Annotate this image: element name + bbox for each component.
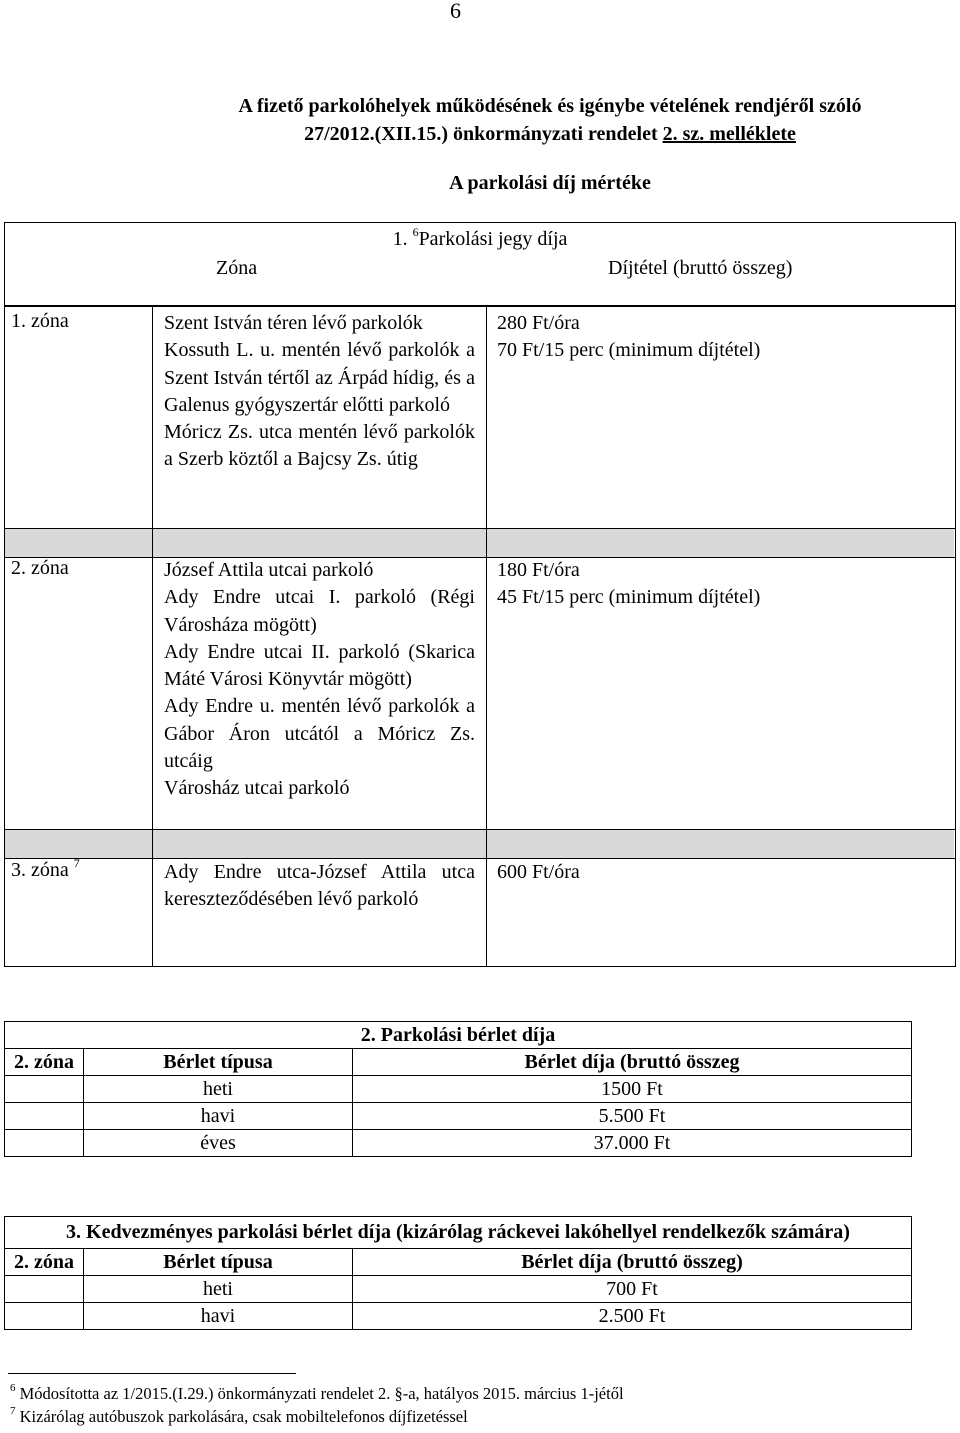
place-item: Ady Endre utcai I. parkoló (Régi Városháza mögött) — [164, 586, 475, 636]
pass-type: havi — [84, 1303, 353, 1330]
document-header — [140, 92, 960, 148]
pass-type: heti — [84, 1276, 353, 1303]
table-row — [5, 1076, 912, 1103]
place-item: Kossuth L. u. mentén lévő parkolók a Szent István tértől az Árpád hídig, és a Galenus gyógyszertár előtti parkoló — [164, 339, 475, 416]
col-fee-header: Bérlet díja (bruttó összeg) — [353, 1249, 912, 1276]
footnote-ref-6[interactable]: 6 — [412, 225, 419, 239]
col-zone-header: 2. zóna — [5, 1049, 84, 1076]
footnote-6: $^6$ Módosította az 1/2015.(I.29.) önkormányzati rendelet 2. §-a, hatályos 2015. március 1-jétől — [10, 1382, 624, 1403]
document-title: A parkolási díj mértéke — [449, 172, 651, 194]
zone-1-places — [164, 310, 475, 474]
place-item: Móricz Zs. utca mentén lévő parkolók a Szerb köztől a Bajcsy Zs. útig — [164, 421, 475, 471]
col-zone-header: 2. zóna — [5, 1249, 84, 1276]
pass-price: 5.500 Ft — [353, 1103, 912, 1130]
annex-link[interactable]: 2. sz. melléklete — [662, 123, 796, 145]
pass-type: éves — [84, 1130, 353, 1157]
footnote-separator — [8, 1373, 296, 1374]
zone-3-fee: 600 Ft/óra — [497, 861, 580, 883]
zone-2-fees — [497, 557, 760, 612]
zone-1-name: 1. zóna — [11, 310, 69, 332]
table-row — [5, 1103, 912, 1130]
header-line-2: 27/2012.(XII.15.) önkormányzati rendelet 2. sz. melléklete — [304, 123, 796, 145]
section2-title: 2. Parkolási bérlet díja — [5, 1022, 912, 1049]
zone-3-places: Ady Endre utca-József Attila utca kereszteződésében lévő parkoló — [164, 861, 475, 911]
col-fee-header: Bérlet díja (bruttó összeg — [353, 1049, 912, 1076]
fee-hourly: 280 Ft/óra — [497, 312, 580, 334]
pass-type: havi — [84, 1103, 353, 1130]
pass-price: 2.500 Ft — [353, 1303, 912, 1330]
section3-title: 3. Kedvezményes parkolási bérlet díja (kizárólag ráckevei lakóhellyel rendelkezők számára) — [5, 1217, 912, 1249]
discount-pass-table — [4, 1216, 912, 1330]
fee-minimum: 45 Ft/15 perc (minimum díjtétel) — [497, 586, 761, 609]
col-type-header: Bérlet típusa — [84, 1249, 353, 1276]
header-line-1: A fizető parkolóhelyek működésének és igénybe vételének rendjéről szóló — [238, 95, 862, 117]
table-row — [5, 1276, 912, 1303]
page-number: 6 — [450, 0, 461, 23]
place-item: Városház utcai parkoló — [164, 777, 350, 800]
pass-fee-table — [4, 1021, 912, 1157]
column-header-zone: Zóna — [216, 257, 258, 279]
zone-2-places — [164, 557, 475, 803]
footnote-7: $^7$ Kizárólag autóbuszok parkolására, csak mobiltelefonos díjfizetéssel — [10, 1405, 468, 1426]
fee-minimum: 70 Ft/15 perc (minimum díjtétel) — [497, 339, 761, 362]
zone-2-name: 2. zóna — [11, 557, 69, 579]
place-item: József Attila utcai parkoló — [164, 559, 374, 581]
footnote-ref-7[interactable]: 7 — [73, 856, 80, 870]
pass-price: 700 Ft — [353, 1276, 912, 1303]
place-item: Ady Endre utcai II. parkoló (Skarica Máté Városi Könyvtár mögött) — [164, 640, 475, 691]
pass-price: 37.000 Ft — [353, 1130, 912, 1157]
zone-1-fees — [497, 310, 760, 365]
place-item: Ady Endre u. mentén lévő parkolók a Gábor Áron utcától a Móricz Zs. utcáig — [164, 695, 475, 773]
table-row — [5, 1303, 912, 1330]
column-header-fee: Díjtétel (bruttó összeg) — [608, 257, 793, 279]
col-type-header: Bérlet típusa — [84, 1049, 353, 1076]
zone-3-name: 3. zóna $^7$ — [11, 856, 80, 881]
fee-hourly: 180 Ft/óra — [497, 559, 580, 581]
table-row — [5, 1130, 912, 1157]
pass-type: heti — [84, 1076, 353, 1103]
place-item: Szent István téren lévő parkolók — [164, 312, 423, 334]
section1-title: 1. $^6$Parkolási jegy díja — [392, 225, 568, 250]
pass-price: 1500 Ft — [353, 1076, 912, 1103]
